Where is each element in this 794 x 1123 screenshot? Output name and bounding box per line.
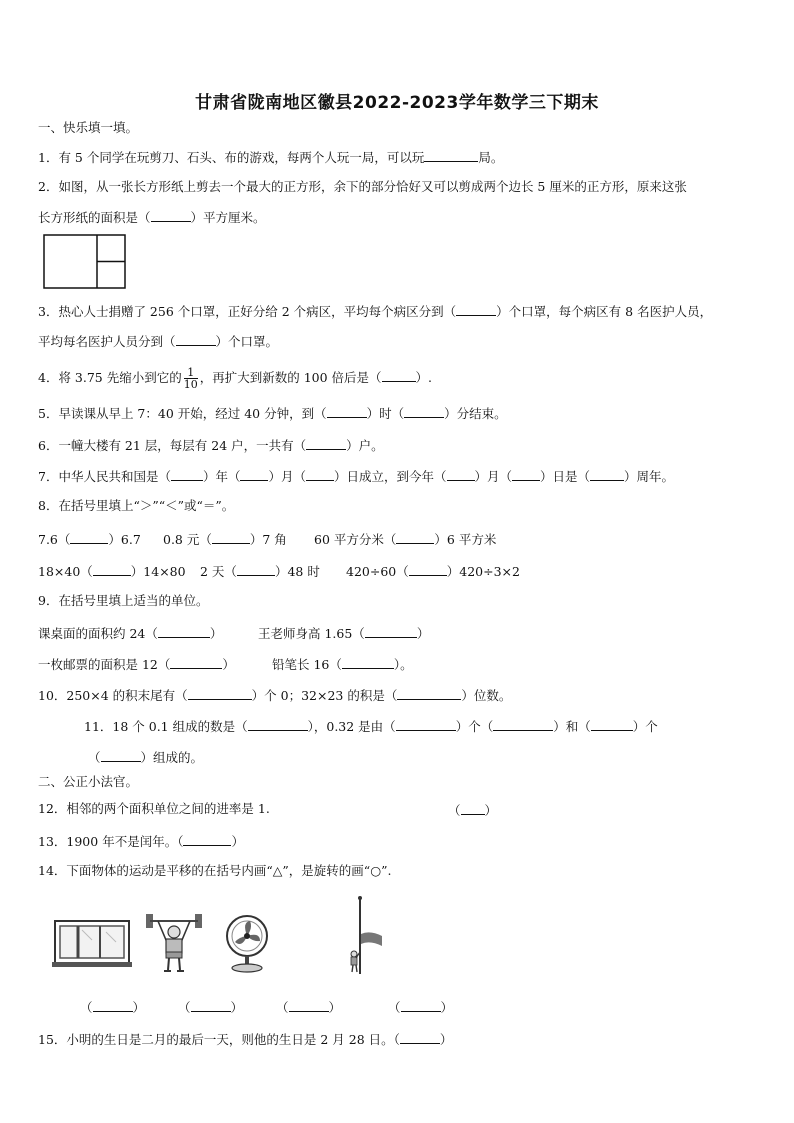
answer-blank[interactable]: [342, 655, 394, 669]
answer-blank[interactable]: [70, 530, 108, 544]
answer-blank[interactable]: [212, 530, 250, 544]
answer-paren: （ ）: [178, 1000, 244, 1015]
question-5: 5．早读课从早上 7：40 开始，经过 40 分钟，到（ ）时（ ）分结束。: [38, 406, 507, 421]
question-2-line-2: 长方形纸的面积是（ ）平方厘米。: [38, 210, 266, 225]
answer-blank[interactable]: [447, 467, 475, 481]
question-11-line-2: （ ）组成的。: [88, 750, 204, 765]
answer-blank[interactable]: [424, 148, 478, 162]
question-8-stem: 8．在括号里填上“＞”“＜”或“＝”。: [38, 498, 235, 513]
answer-blank[interactable]: [456, 302, 496, 316]
question-8-item: 2 天（ ）48 时: [200, 564, 320, 579]
answer-blank[interactable]: [396, 717, 456, 731]
answer-blank[interactable]: [306, 436, 346, 450]
answer-blank[interactable]: [101, 748, 141, 762]
answer-blank[interactable]: [158, 624, 210, 638]
answer-blank[interactable]: [404, 404, 444, 418]
question-12: 12．相邻的两个面积单位之间的进率是 1.: [38, 801, 270, 816]
answer-blank[interactable]: [400, 1030, 440, 1044]
answer-blank[interactable]: [240, 467, 268, 481]
question-9-stem: 9．在括号里填上适当的单位。: [38, 593, 209, 608]
answer-blank[interactable]: [327, 404, 367, 418]
answer-blank[interactable]: [188, 686, 252, 700]
answer-blank[interactable]: [191, 998, 231, 1012]
answer-blank[interactable]: [401, 998, 441, 1012]
answer-blank[interactable]: [306, 467, 334, 481]
question-9-item: 课桌面的面积约 24（ ）: [38, 626, 223, 641]
question-9-item: 一枚邮票的面积是 12（ ）: [38, 657, 235, 672]
question-14-stem: 14．下面物体的运动是平移的在括号内画“△”，是旋转的画“○”.: [38, 863, 392, 878]
question-9-item: 王老师身高 1.65（ ）: [258, 626, 430, 641]
weightlifter-icon: [144, 910, 204, 974]
answer-paren: （ ）: [388, 1000, 454, 1015]
answer-blank[interactable]: [93, 998, 133, 1012]
flagpole-icon: [338, 894, 388, 976]
page-title: 甘肃省陇南地区徽县2022-2023学年数学三下期末: [195, 93, 599, 113]
answer-blank[interactable]: [248, 717, 308, 731]
answer-blank[interactable]: [512, 467, 540, 481]
answer-blank[interactable]: [237, 562, 275, 576]
section-heading-2: 二、公正小法官。: [38, 774, 139, 789]
answer-blank[interactable]: [365, 624, 417, 638]
question-8-item: 7.6（ ）6.7: [38, 532, 141, 547]
question-1: 1．有 5 个同学在玩剪刀、石头、布的游戏，每两个人玩一局，可以玩 局。: [38, 150, 504, 165]
answer-blank[interactable]: [409, 562, 447, 576]
rectangle-figure: [43, 234, 127, 290]
question-13: 13．1900 年不是闰年。（ ）: [38, 834, 244, 849]
question-15: 15．小明的生日是二月的最后一天，则他的生日是 2 月 28 日。（ ）: [38, 1032, 453, 1047]
answer-blank[interactable]: [176, 332, 216, 346]
answer-blank[interactable]: [591, 717, 633, 731]
question-8-item: 18×40（ ）14×80: [38, 564, 186, 579]
answer-blank[interactable]: [461, 801, 485, 815]
answer-blank[interactable]: [170, 655, 222, 669]
answer-paren: （ ）: [276, 1000, 342, 1015]
question-7: 7．中华人民共和国是（ ）年（ ）月（ ）日成立，到今年（ ）月（ ）日是（ ）周年。: [38, 469, 675, 484]
fan-icon: [222, 912, 272, 974]
answer-blank[interactable]: [289, 998, 329, 1012]
section-heading-1: 一、快乐填一填。: [38, 120, 139, 135]
answer-paren: （ ）: [80, 1000, 146, 1015]
answer-paren: （ ）: [448, 803, 498, 818]
answer-blank[interactable]: [183, 832, 231, 846]
question-3-line-1: 3．热心人士捐赠了 256 个口罩，正好分给 2 个病区，平均每个病区分到（ ）个口罩，每个病区有 8 名医护人员，: [38, 304, 713, 319]
question-2-line-1: 2．如图，从一张长方形纸上剪去一个最大的正方形，余下的部分恰好又可以剪成两个边长 5 厘米的正方形，原来这张: [38, 179, 687, 194]
answer-blank[interactable]: [171, 467, 203, 481]
answer-blank[interactable]: [93, 562, 131, 576]
question-8-item: 60 平方分米（ ）6 平方米: [314, 532, 497, 547]
window-icon: [52, 918, 132, 968]
answer-blank[interactable]: [151, 208, 191, 222]
fraction: $\frac{1}{10}$: [183, 366, 198, 391]
answer-blank[interactable]: [590, 467, 624, 481]
question-8-item: 420÷60（ ）420÷3×2: [346, 564, 520, 579]
question-10: 10．250×4 的积末尾有（ ）个 0；32×23 的积是（ ）位数。: [38, 688, 512, 703]
question-4: 4．将 3.75 先缩小到它的 $\frac{1}{10}$ ，再扩大到新数的 100 倍后是（ ）.: [38, 366, 433, 391]
question-8-item: 0.8 元（ ）7 角: [163, 532, 287, 547]
answer-blank[interactable]: [493, 717, 553, 731]
question-6: 6．一幢大楼有 21 层，每层有 24 户，一共有（ ）户。: [38, 438, 384, 453]
question-3-line-2: 平均每名医护人员分到（ ）个口罩。: [38, 334, 279, 349]
answer-blank[interactable]: [396, 530, 434, 544]
answer-blank[interactable]: [397, 686, 461, 700]
question-11-line-1: 11．18 个 0.1 组成的数是（ ），0.32 是由（ ）个（ ）和（ ）个: [84, 719, 658, 734]
answer-blank[interactable]: [382, 368, 416, 382]
question-9-item: 铅笔长 16（ ）。: [272, 657, 413, 672]
